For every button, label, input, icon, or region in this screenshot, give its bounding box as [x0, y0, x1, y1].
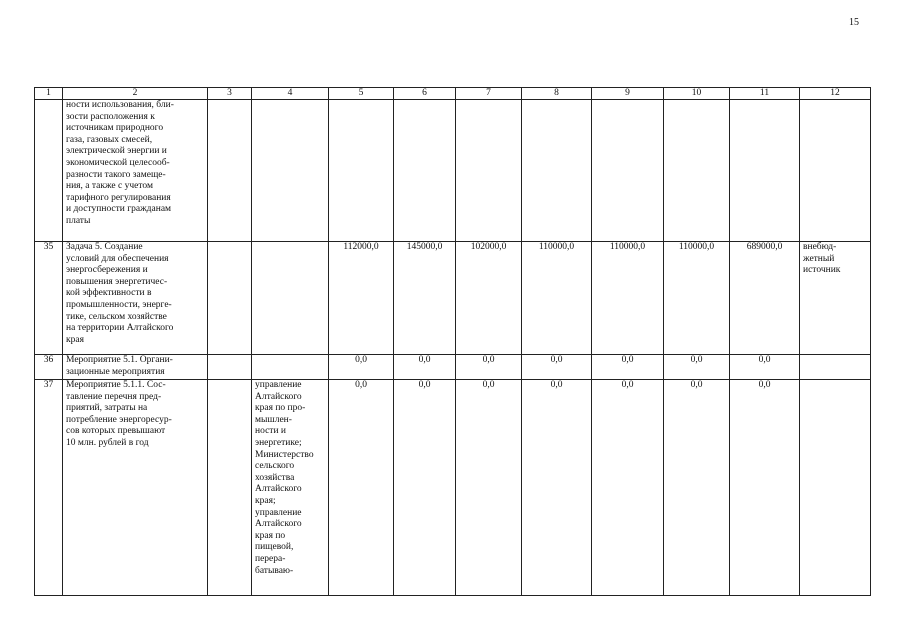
- row-description: [63, 380, 208, 596]
- row-description-line: промышленности, энерге-: [66, 299, 172, 310]
- row-funding-source-line: жетный: [803, 253, 835, 264]
- row-description-line: Задача 5. Создание: [66, 242, 143, 252]
- row-col3: [208, 242, 252, 355]
- row-executor-line: края;: [255, 495, 276, 506]
- row-executor-line: батываю-: [255, 565, 294, 576]
- row-funding-source: [800, 380, 871, 596]
- table-row: [35, 242, 871, 355]
- row-value: 0,0: [664, 380, 730, 596]
- program-table: [34, 87, 871, 596]
- row-value: [664, 100, 730, 242]
- row-description-line: 10 млн. рублей в год: [66, 437, 149, 448]
- row-description-line: электрической энергии и: [66, 146, 167, 157]
- row-value: 0,0: [329, 380, 394, 596]
- row-value: 689000,0: [730, 242, 800, 355]
- row-description-line: Мероприятие 5.1. Органи-: [66, 355, 173, 365]
- row-col3: [208, 380, 252, 596]
- row-number: 35: [35, 242, 63, 355]
- row-value: 112000,0: [329, 242, 394, 355]
- row-executor-line: хозяйства: [255, 472, 295, 483]
- row-value: [329, 100, 394, 242]
- page-number: 15: [849, 17, 859, 28]
- header-row: [35, 88, 871, 100]
- row-executor-line: Алтайского: [255, 391, 302, 402]
- row-description-line: Мероприятие 5.1.1. Сос-: [66, 380, 166, 390]
- row-number: 36: [35, 355, 63, 380]
- row-value: 0,0: [456, 355, 522, 380]
- row-description-line: кой эффективности в: [66, 288, 152, 299]
- row-executor-line: сельского: [255, 461, 295, 472]
- row-description-line: сов которых превышают: [66, 426, 166, 437]
- row-funding-source: [800, 242, 871, 355]
- row-value: [592, 100, 664, 242]
- row-executor-line: перера-: [255, 553, 286, 564]
- row-description-line: приятий, затраты на: [66, 403, 148, 414]
- row-value: 110000,0: [664, 242, 730, 355]
- row-col3: [208, 355, 252, 380]
- row-description-line: источникам природного: [66, 123, 164, 134]
- row-funding-source-line: внебюд-: [803, 242, 837, 252]
- column-header: 6: [394, 88, 456, 100]
- row-description-line: ности использования, бли-: [66, 100, 174, 110]
- row-executor-line: Министерство: [255, 449, 314, 460]
- row-description-line: зости расположения к: [66, 111, 155, 122]
- column-header: 1: [35, 88, 63, 100]
- row-number: [35, 100, 63, 242]
- row-value: [394, 100, 456, 242]
- row-executor-line: управление: [255, 380, 302, 390]
- row-value: 0,0: [456, 380, 522, 596]
- row-description-line: повышения энергетичес-: [66, 276, 168, 287]
- table-row: [35, 380, 871, 596]
- table-row: [35, 100, 871, 242]
- row-executor: [252, 242, 329, 355]
- row-description-line: на территории Алтайского: [66, 323, 174, 334]
- row-description-line: платы: [66, 215, 91, 226]
- row-value: 0,0: [664, 355, 730, 380]
- row-col3: [208, 100, 252, 242]
- column-header: 9: [592, 88, 664, 100]
- row-description: [63, 242, 208, 355]
- row-value: 0,0: [730, 380, 800, 596]
- row-executor: [252, 355, 329, 380]
- column-header: 7: [456, 88, 522, 100]
- row-funding-source-line: источник: [803, 265, 841, 276]
- row-executor-line: управление: [255, 507, 302, 518]
- row-value: [730, 100, 800, 242]
- row-description-line: газа, газовых смесей,: [66, 134, 153, 145]
- row-description-line: зационные мероприятия: [66, 366, 165, 377]
- column-header: 2: [63, 88, 208, 100]
- column-header: 4: [252, 88, 329, 100]
- column-header: 8: [522, 88, 592, 100]
- row-executor-line: Алтайского: [255, 484, 302, 495]
- row-description-line: тарифного регулирования: [66, 192, 171, 203]
- column-header: 5: [329, 88, 394, 100]
- row-value: 0,0: [592, 355, 664, 380]
- column-header: 3: [208, 88, 252, 100]
- row-value: 110000,0: [592, 242, 664, 355]
- row-value: 0,0: [730, 355, 800, 380]
- row-executor: [252, 380, 329, 596]
- row-funding-source: [800, 100, 871, 242]
- row-value: 0,0: [522, 380, 592, 596]
- row-executor-line: мышлен-: [255, 414, 292, 425]
- row-description-line: края: [66, 334, 84, 345]
- row-description-line: тавление перечня пред-: [66, 391, 162, 402]
- row-value: [522, 100, 592, 242]
- row-description-line: и доступности гражданам: [66, 204, 172, 215]
- column-header: 10: [664, 88, 730, 100]
- row-description-line: ния, а также с учетом: [66, 181, 153, 192]
- row-value: 0,0: [394, 380, 456, 596]
- row-description-line: разности такого замеще-: [66, 169, 166, 180]
- row-executor-line: края по про-: [255, 403, 306, 414]
- row-value: 145000,0: [394, 242, 456, 355]
- column-header: 11: [730, 88, 800, 100]
- row-executor-line: пищевой,: [255, 542, 294, 553]
- row-description-line: экономической целесооб-: [66, 157, 170, 168]
- row-description: [63, 100, 208, 242]
- row-funding-source: [800, 355, 871, 380]
- row-description-line: тике, сельском хозяйстве: [66, 311, 167, 322]
- row-value: [456, 100, 522, 242]
- row-value: 102000,0: [456, 242, 522, 355]
- row-value: 0,0: [329, 355, 394, 380]
- row-description: [63, 355, 208, 380]
- table-row: [35, 355, 871, 380]
- row-executor-line: Алтайского: [255, 519, 302, 530]
- row-value: 0,0: [394, 355, 456, 380]
- row-executor-line: энергетике;: [255, 437, 302, 448]
- row-description-line: энергосбережения и: [66, 265, 148, 276]
- column-header: 12: [800, 88, 871, 100]
- row-value: 110000,0: [522, 242, 592, 355]
- row-value: 0,0: [592, 380, 664, 596]
- row-number: 37: [35, 380, 63, 596]
- row-description-line: условий для обеспечения: [66, 253, 169, 264]
- row-executor-line: края по: [255, 530, 286, 541]
- row-executor-line: ности и: [255, 426, 286, 437]
- row-value: 0,0: [522, 355, 592, 380]
- row-executor: [252, 100, 329, 242]
- row-description-line: потребление энергоресур-: [66, 414, 172, 425]
